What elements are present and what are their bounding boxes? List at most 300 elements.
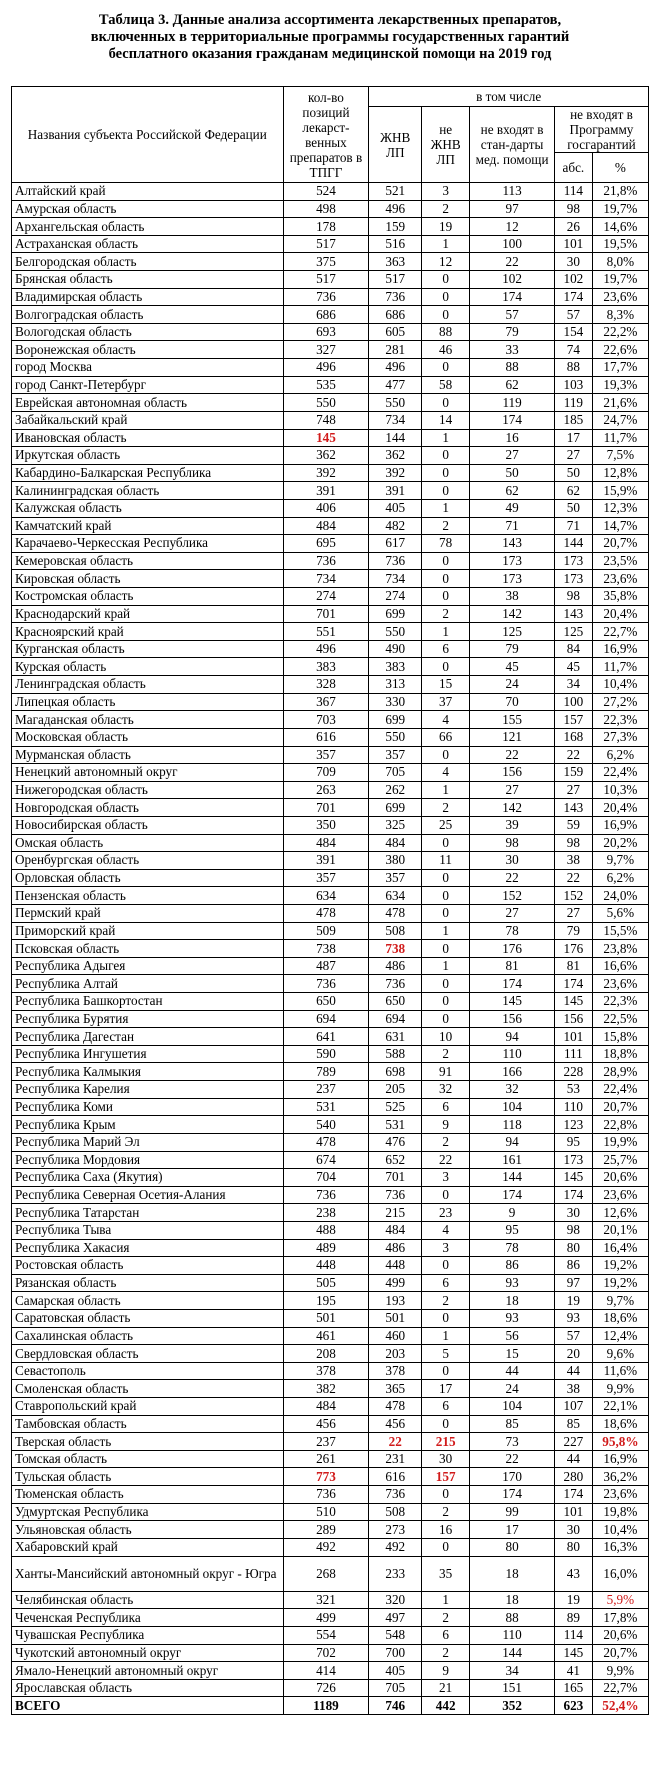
cell-not-zhnvlp: 0: [422, 658, 470, 676]
cell-position-count: 237: [283, 1433, 369, 1451]
cell-zhnvlp: 699: [369, 711, 422, 729]
cell-not-in-program-percent: 18,6%: [592, 1310, 648, 1328]
cell-not-in-program-percent: 20,6%: [592, 1169, 648, 1187]
cell-zhnvlp: 531: [369, 1116, 422, 1134]
table-row: [12, 1679, 649, 1697]
table-row: [12, 799, 649, 817]
cell-zhnvlp: 701: [369, 1169, 422, 1187]
cell-not-in-program-percent: 23,6%: [592, 1186, 648, 1204]
cell-not-in-program-abs: 125: [554, 623, 592, 641]
cell-not-in-standards: 22: [470, 253, 555, 271]
cell-zhnvlp: 330: [369, 693, 422, 711]
table-caption: [0, 12, 660, 63]
cell-not-in-program-abs: 84: [554, 640, 592, 658]
cell-zhnvlp: 736: [369, 975, 422, 993]
cell-subject-name: Забайкальский край: [12, 411, 284, 429]
table-row: [12, 676, 649, 694]
cell-not-in-program-percent: 24,0%: [592, 887, 648, 905]
cell-zhnvlp: 699: [369, 799, 422, 817]
cell-not-in-program-abs: 27: [554, 904, 592, 922]
cell-subject-name: Владимирская область: [12, 288, 284, 306]
cell-position-count: 487: [283, 957, 369, 975]
cell-not-zhnvlp: 0: [422, 1362, 470, 1380]
table-row: [12, 1609, 649, 1627]
cell-not-in-program-percent: 7,5%: [592, 447, 648, 465]
cell-subject-name: Воронежская область: [12, 341, 284, 359]
cell-not-in-program-abs: 30: [554, 1521, 592, 1539]
cell-not-in-standards: 95: [470, 1221, 555, 1239]
highlighted-value: 773: [316, 1468, 336, 1484]
cell-position-count: 357: [283, 869, 369, 887]
cell-subject-name: Республика Татарстан: [12, 1204, 284, 1222]
cell-position-count: 674: [283, 1151, 369, 1169]
cell-not-in-program-percent: 20,6%: [592, 1626, 648, 1644]
cell-zhnvlp: 476: [369, 1133, 422, 1151]
table-row: [12, 1626, 649, 1644]
cell-not-in-program-percent: 36,2%: [592, 1468, 648, 1486]
cell-not-in-program-abs: 101: [554, 1028, 592, 1046]
cell-zhnvlp: 521: [369, 183, 422, 201]
cell-not-in-program-percent: 11,7%: [592, 658, 648, 676]
cell-not-in-standards: 102: [470, 271, 555, 289]
table-row: [12, 1186, 649, 1204]
cell-not-in-program-percent: 21,8%: [592, 183, 648, 201]
cell-not-in-program-percent: 23,8%: [592, 940, 648, 958]
cell-zhnvlp: 205: [369, 1081, 422, 1099]
cell-not-zhnvlp: 15: [422, 676, 470, 694]
cell-position-count: 736: [283, 1186, 369, 1204]
cell-not-zhnvlp: [422, 1468, 470, 1486]
cell-not-in-program-abs: 143: [554, 799, 592, 817]
cell-not-in-program-abs: 57: [554, 1327, 592, 1345]
cell-zhnvlp: 357: [369, 869, 422, 887]
cell-not-in-program-abs: 50: [554, 499, 592, 517]
cell-not-in-program-percent: 22,8%: [592, 1116, 648, 1134]
cell-position-count: 392: [283, 464, 369, 482]
cell-zhnvlp: 550: [369, 394, 422, 412]
cell-position-count: 540: [283, 1116, 369, 1134]
cell-not-in-program-abs: 144: [554, 535, 592, 553]
cell-subject-name: Приморский край: [12, 922, 284, 940]
cell-not-in-standards: 22: [470, 869, 555, 887]
cell-zhnvlp: 484: [369, 1221, 422, 1239]
cell-position-count: 461: [283, 1327, 369, 1345]
table-row: [12, 1221, 649, 1239]
table-row: [12, 1591, 649, 1609]
cell-zhnvlp: 313: [369, 676, 422, 694]
cell-not-in-program-abs: 156: [554, 1010, 592, 1028]
cell-not-zhnvlp: 0: [422, 1310, 470, 1328]
header-zhnvlp: ЖНВ ЛП: [369, 107, 422, 183]
cell-subject-name: Оренбургская область: [12, 852, 284, 870]
cell-zhnvlp: 499: [369, 1274, 422, 1292]
cell-subject-name: Республика Башкортостан: [12, 993, 284, 1011]
cell-not-in-program-abs: 22: [554, 869, 592, 887]
cell-not-zhnvlp: 3: [422, 1239, 470, 1257]
cell-zhnvlp: 734: [369, 570, 422, 588]
header-abs: абс.: [554, 153, 592, 183]
cell-not-in-program-percent: 22,3%: [592, 993, 648, 1011]
cell-position-count: 406: [283, 499, 369, 517]
cell-subject-name: Республика Марий Эл: [12, 1133, 284, 1151]
cell-not-zhnvlp: 0: [422, 1186, 470, 1204]
cell-zhnvlp: 365: [369, 1380, 422, 1398]
cell-subject-name: Вологодская область: [12, 323, 284, 341]
highlighted-value: 22: [388, 1433, 402, 1449]
cell-not-zhnvlp: 17: [422, 1380, 470, 1398]
cell-not-zhnvlp: 0: [422, 1257, 470, 1275]
cell-not-zhnvlp: 66: [422, 728, 470, 746]
cell-not-in-program-abs: 38: [554, 1380, 592, 1398]
cell-position-count: 554: [283, 1626, 369, 1644]
table-row: [12, 887, 649, 905]
table-row: [12, 1292, 649, 1310]
cell-not-in-program-abs: 157: [554, 711, 592, 729]
cell-zhnvlp: 516: [369, 235, 422, 253]
cell-not-in-program-percent: 20,4%: [592, 605, 648, 623]
cell-not-in-program-percent: 24,7%: [592, 411, 648, 429]
cell-not-zhnvlp: 10: [422, 1028, 470, 1046]
cell-not-zhnvlp: 0: [422, 1486, 470, 1504]
cell-position-count: 748: [283, 411, 369, 429]
cell-not-in-program-abs: 98: [554, 588, 592, 606]
cell-zhnvlp: 698: [369, 1063, 422, 1081]
cell-not-zhnvlp: 442: [422, 1697, 470, 1715]
header-not-zhnvlp: не ЖНВ ЛП: [422, 107, 470, 183]
cell-not-in-program-percent: 19,2%: [592, 1274, 648, 1292]
cell-subject-name: Кемеровская область: [12, 552, 284, 570]
table-row: [12, 1257, 649, 1275]
table-row: [12, 1063, 649, 1081]
cell-not-in-standards: 56: [470, 1327, 555, 1345]
cell-not-in-standards: 18: [470, 1556, 555, 1591]
cell-not-in-standards: 62: [470, 482, 555, 500]
cell-position-count: 736: [283, 552, 369, 570]
cell-not-in-standards: 85: [470, 1415, 555, 1433]
highlighted-value: 95,8%: [602, 1433, 639, 1449]
cell-zhnvlp: 478: [369, 1398, 422, 1416]
cell-position-count: 509: [283, 922, 369, 940]
cell-not-in-standards: 100: [470, 235, 555, 253]
cell-not-zhnvlp: 0: [422, 464, 470, 482]
cell-zhnvlp: 492: [369, 1538, 422, 1556]
cell-not-zhnvlp: 2: [422, 605, 470, 623]
cell-position-count: 268: [283, 1556, 369, 1591]
cell-not-in-program-abs: 27: [554, 447, 592, 465]
cell-not-in-program-abs: 623: [554, 1697, 592, 1715]
cell-not-in-standards: 33: [470, 341, 555, 359]
total-row: [12, 1697, 649, 1715]
table-row: [12, 183, 649, 201]
cell-not-in-standards: 50: [470, 464, 555, 482]
cell-zhnvlp: 233: [369, 1556, 422, 1591]
cell-not-in-program-abs: 103: [554, 376, 592, 394]
cell-position-count: 703: [283, 711, 369, 729]
cell-position-count: [283, 429, 369, 447]
cell-subject-name: Республика Карелия: [12, 1081, 284, 1099]
cell-not-in-standards: 174: [470, 1486, 555, 1504]
cell-not-in-standards: 78: [470, 922, 555, 940]
cell-not-in-program-percent: 22,4%: [592, 764, 648, 782]
table-row: [12, 904, 649, 922]
cell-not-in-program-abs: 44: [554, 1362, 592, 1380]
table-row: [12, 957, 649, 975]
cell-not-zhnvlp: 35: [422, 1556, 470, 1591]
cell-not-in-program-abs: 110: [554, 1098, 592, 1116]
cell-position-count: 736: [283, 1486, 369, 1504]
cell-subject-name: Ленинградская область: [12, 676, 284, 694]
cell-not-zhnvlp: 0: [422, 482, 470, 500]
cell-zhnvlp: 378: [369, 1362, 422, 1380]
cell-position-count: 709: [283, 764, 369, 782]
cell-zhnvlp: 460: [369, 1327, 422, 1345]
table-row: [12, 1151, 649, 1169]
table-row: [12, 922, 649, 940]
cell-not-in-standards: 16: [470, 429, 555, 447]
cell-not-in-program-abs: 114: [554, 183, 592, 201]
table-row: [12, 570, 649, 588]
table-row: [12, 781, 649, 799]
cell-subject-name: Республика Дагестан: [12, 1028, 284, 1046]
table-row: [12, 1415, 649, 1433]
cell-not-zhnvlp: 6: [422, 1626, 470, 1644]
cell-not-in-standards: 9: [470, 1204, 555, 1222]
cell-not-in-standards: 15: [470, 1345, 555, 1363]
assortment-table: [11, 86, 649, 1715]
cell-not-in-program-percent: 17,7%: [592, 359, 648, 377]
table-row: [12, 1644, 649, 1662]
cell-zhnvlp: 490: [369, 640, 422, 658]
cell-not-in-program-percent: 23,6%: [592, 975, 648, 993]
table-row: [12, 693, 649, 711]
cell-not-in-program-abs: 165: [554, 1679, 592, 1697]
cell-not-in-program-abs: 173: [554, 1151, 592, 1169]
cell-not-zhnvlp: 88: [422, 323, 470, 341]
highlighted-value: 157: [435, 1468, 456, 1484]
cell-not-in-standards: 27: [470, 781, 555, 799]
cell-position-count: 362: [283, 447, 369, 465]
cell-subject-name: Тульская область: [12, 1468, 284, 1486]
cell-zhnvlp: 517: [369, 271, 422, 289]
table-row: [12, 588, 649, 606]
cell-zhnvlp: 274: [369, 588, 422, 606]
cell-position-count: 383: [283, 658, 369, 676]
cell-not-in-standards: 170: [470, 1468, 555, 1486]
cell-not-in-program-percent: 25,7%: [592, 1151, 648, 1169]
cell-subject-name: Республика Саха (Якутия): [12, 1169, 284, 1187]
table-row: [12, 200, 649, 218]
cell-subject-name: Краснодарский край: [12, 605, 284, 623]
cell-not-in-program-percent: 19,2%: [592, 1257, 648, 1275]
table-body: [12, 183, 649, 1715]
cell-not-in-program-abs: 114: [554, 1626, 592, 1644]
table-row: [12, 218, 649, 236]
cell-position-count: 274: [283, 588, 369, 606]
cell-not-zhnvlp: 0: [422, 1538, 470, 1556]
cell-not-zhnvlp: 0: [422, 570, 470, 588]
cell-not-in-standards: 79: [470, 640, 555, 658]
table-row: [12, 552, 649, 570]
caption-line: бесплатного оказания гражданам медицинской помощи на 2019 год: [108, 46, 552, 62]
cell-position-count: 178: [283, 218, 369, 236]
cell-subject-name: Кабардино-Балкарская Республика: [12, 464, 284, 482]
cell-zhnvlp: 496: [369, 200, 422, 218]
cell-not-zhnvlp: 2: [422, 1503, 470, 1521]
cell-position-count: [283, 1468, 369, 1486]
cell-subject-name: Чукотский автономный округ: [12, 1644, 284, 1662]
cell-position-count: 498: [283, 200, 369, 218]
cell-zhnvlp: 705: [369, 764, 422, 782]
table-row: [12, 517, 649, 535]
cell-not-in-program-abs: 111: [554, 1045, 592, 1063]
cell-not-in-standards: 174: [470, 1186, 555, 1204]
cell-not-zhnvlp: 0: [422, 746, 470, 764]
cell-not-zhnvlp: 2: [422, 1292, 470, 1310]
cell-not-in-program-percent: 20,7%: [592, 1644, 648, 1662]
cell-not-in-standards: 118: [470, 1116, 555, 1134]
cell-subject-name: Пензенская область: [12, 887, 284, 905]
cell-zhnvlp: 550: [369, 728, 422, 746]
cell-not-in-program-percent: 20,7%: [592, 535, 648, 553]
cell-subject-name: Липецкая область: [12, 693, 284, 711]
cell-not-zhnvlp: 1: [422, 957, 470, 975]
cell-not-in-program-percent: 22,7%: [592, 1679, 648, 1697]
cell-subject-name: Мурманская область: [12, 746, 284, 764]
cell-not-in-program-abs: 26: [554, 218, 592, 236]
table-row: [12, 288, 649, 306]
cell-not-in-program-percent: 23,6%: [592, 288, 648, 306]
cell-zhnvlp: 262: [369, 781, 422, 799]
cell-not-zhnvlp: 0: [422, 288, 470, 306]
cell-zhnvlp: 486: [369, 957, 422, 975]
table-row: [12, 411, 649, 429]
cell-not-in-program-percent: 10,3%: [592, 781, 648, 799]
cell-not-zhnvlp: [422, 1433, 470, 1451]
cell-position-count: 734: [283, 570, 369, 588]
cell-not-in-standards: 166: [470, 1063, 555, 1081]
cell-subject-name: Севастополь: [12, 1362, 284, 1380]
cell-not-zhnvlp: 11: [422, 852, 470, 870]
cell-position-count: 531: [283, 1098, 369, 1116]
cell-zhnvlp: 448: [369, 1257, 422, 1275]
cell-not-in-standards: 73: [470, 1433, 555, 1451]
cell-position-count: 616: [283, 728, 369, 746]
cell-not-zhnvlp: 22: [422, 1151, 470, 1169]
cell-not-in-program-percent: 12,3%: [592, 499, 648, 517]
cell-not-in-standards: 17: [470, 1521, 555, 1539]
cell-zhnvlp: 736: [369, 288, 422, 306]
cell-subject-name: Республика Ингушетия: [12, 1045, 284, 1063]
cell-not-in-standards: 174: [470, 411, 555, 429]
table-row: [12, 1239, 649, 1257]
cell-not-in-program-percent: 11,6%: [592, 1362, 648, 1380]
table-row: [12, 623, 649, 641]
cell-not-in-standards: 86: [470, 1257, 555, 1275]
cell-zhnvlp: 231: [369, 1450, 422, 1468]
cell-not-in-standards: 110: [470, 1626, 555, 1644]
cell-not-zhnvlp: 32: [422, 1081, 470, 1099]
cell-subject-name: Омская область: [12, 834, 284, 852]
cell-zhnvlp: 734: [369, 411, 422, 429]
cell-subject-name: Камчатский край: [12, 517, 284, 535]
cell-position-count: 391: [283, 852, 369, 870]
cell-position-count: 701: [283, 605, 369, 623]
cell-not-in-program-abs: 50: [554, 464, 592, 482]
cell-not-in-program-percent: 9,9%: [592, 1662, 648, 1680]
cell-not-zhnvlp: 1: [422, 922, 470, 940]
table-row: [12, 376, 649, 394]
cell-not-in-program-abs: 173: [554, 552, 592, 570]
cell-position-count: 686: [283, 306, 369, 324]
cell-not-in-program-percent: 21,6%: [592, 394, 648, 412]
cell-subject-name: Республика Тыва: [12, 1221, 284, 1239]
cell-subject-name: Курганская область: [12, 640, 284, 658]
highlighted-value: 738: [385, 940, 406, 956]
cell-not-in-program-percent: 19,7%: [592, 200, 648, 218]
cell-subject-name: Волгоградская область: [12, 306, 284, 324]
cell-position-count: 484: [283, 834, 369, 852]
cell-not-in-program-percent: 18,6%: [592, 1415, 648, 1433]
table-row: [12, 658, 649, 676]
cell-not-in-standards: 173: [470, 552, 555, 570]
cell-not-in-program-abs: 71: [554, 517, 592, 535]
cell-not-in-standards: 110: [470, 1045, 555, 1063]
cell-not-in-program-abs: 45: [554, 658, 592, 676]
cell-position-count: 701: [283, 799, 369, 817]
cell-position-count: 496: [283, 359, 369, 377]
cell-zhnvlp: 456: [369, 1415, 422, 1433]
cell-not-in-standards: 104: [470, 1098, 555, 1116]
cell-zhnvlp: 392: [369, 464, 422, 482]
cell-position-count: 550: [283, 394, 369, 412]
table-row: [12, 1310, 649, 1328]
cell-not-in-standards: 93: [470, 1310, 555, 1328]
caption-line: включенных в территориальные программы государственных гарантий: [90, 29, 570, 45]
cell-not-in-standards: 80: [470, 1538, 555, 1556]
cell-position-count: 650: [283, 993, 369, 1011]
cell-subject-name: Республика Северная Осетия-Алания: [12, 1186, 284, 1204]
cell-not-zhnvlp: 2: [422, 1644, 470, 1662]
cell-zhnvlp: 634: [369, 887, 422, 905]
cell-not-in-program-abs: 34: [554, 676, 592, 694]
cell-not-in-standards: 27: [470, 904, 555, 922]
cell-zhnvlp: 478: [369, 904, 422, 922]
table-row: [12, 1486, 649, 1504]
cell-not-in-program-percent: 22,4%: [592, 1081, 648, 1099]
cell-not-zhnvlp: 0: [422, 552, 470, 570]
cell-position-count: 1189: [283, 1697, 369, 1715]
cell-not-in-program-abs: 93: [554, 1310, 592, 1328]
cell-not-in-program-abs: 80: [554, 1538, 592, 1556]
cell-not-in-program-percent: 15,8%: [592, 1028, 648, 1046]
cell-not-in-program-abs: 19: [554, 1292, 592, 1310]
cell-not-zhnvlp: 2: [422, 1133, 470, 1151]
cell-subject-name: Ханты-Мансийский автономный округ - Югра: [12, 1556, 284, 1591]
cell-not-in-standards: 152: [470, 887, 555, 905]
cell-zhnvlp: 548: [369, 1626, 422, 1644]
cell-zhnvlp: 746: [369, 1697, 422, 1715]
cell-position-count: 496: [283, 640, 369, 658]
table-row: [12, 1028, 649, 1046]
cell-zhnvlp: 497: [369, 1609, 422, 1627]
cell-not-in-program-abs: 100: [554, 693, 592, 711]
header-percent: %: [592, 153, 648, 183]
table-row: [12, 1045, 649, 1063]
cell-subject-name: Красноярский край: [12, 623, 284, 641]
cell-zhnvlp: 736: [369, 552, 422, 570]
cell-not-in-program-percent: 22,6%: [592, 341, 648, 359]
cell-not-zhnvlp: 0: [422, 887, 470, 905]
